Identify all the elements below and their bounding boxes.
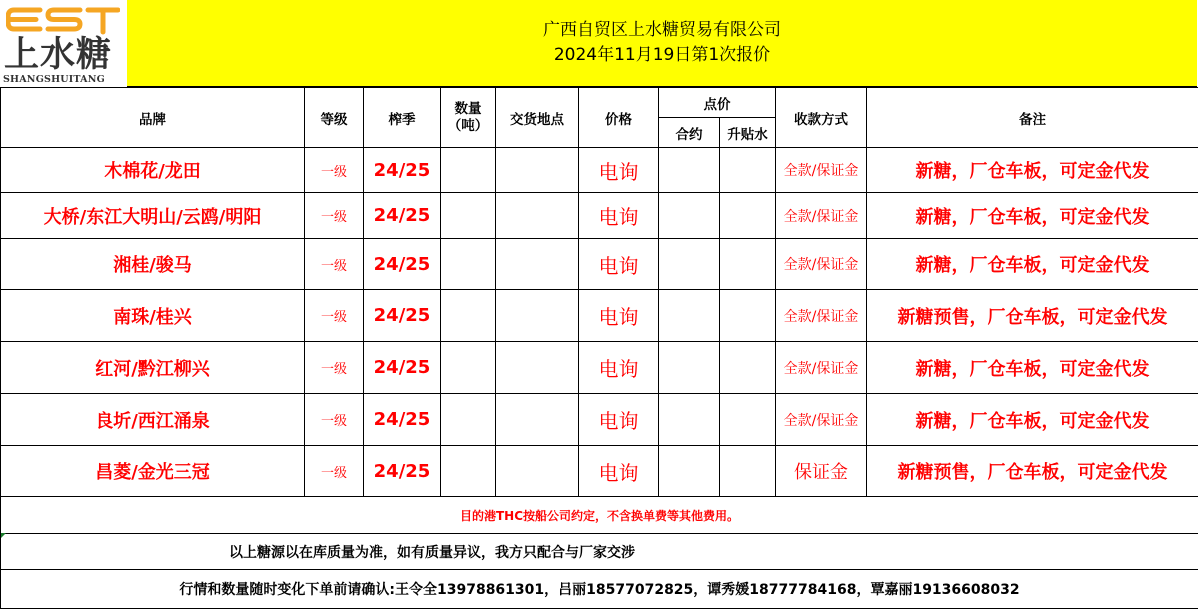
- delivery-cell: [496, 342, 579, 394]
- brand-cell: 南珠/桂兴: [1, 290, 305, 342]
- table-row: [1, 394, 1198, 446]
- contract-cell: [659, 342, 720, 394]
- contact-note: 行情和数量随时变化下单前请确认:王令全13978861301，吕丽18577072825，谭秀媛18777784168，覃嘉丽19136608032: [1, 570, 1198, 609]
- col-premium-header: 升贴水: [720, 118, 776, 148]
- col-season-header: 榨季: [364, 88, 441, 148]
- payment-cell: 全款/保证金: [776, 239, 867, 290]
- premium-cell: [720, 290, 776, 342]
- grade-cell: 一级: [305, 148, 364, 193]
- thc-note: 目的港THC按船公司约定，不含换单费等其他费用。: [1, 497, 1198, 534]
- delivery-cell: [496, 446, 579, 497]
- contract-cell: [659, 193, 720, 239]
- company-logo: [0, 0, 127, 87]
- premium-cell: [720, 446, 776, 497]
- season-cell: 24/25: [364, 290, 441, 342]
- contract-cell: [659, 446, 720, 497]
- col-payment-header: 收款方式: [776, 88, 867, 148]
- qty-cell: [441, 290, 496, 342]
- brand-cell: 良圻/西江涌泉: [1, 394, 305, 446]
- footer-row-quality: [1, 534, 1198, 570]
- grade-cell: 一级: [305, 290, 364, 342]
- col-point-price-header: 点价: [659, 88, 776, 118]
- payment-cell: 全款/保证金: [776, 290, 867, 342]
- table-row: [1, 193, 1198, 239]
- price-cell: 电询: [579, 290, 659, 342]
- table-row: [1, 290, 1198, 342]
- remark-cell: 新糖，厂仓车板，可定金代发: [867, 394, 1198, 446]
- payment-cell: 全款/保证金: [776, 342, 867, 394]
- footer-row-thc: [1, 497, 1198, 534]
- remark-cell: 新糖预售，厂仓车板，可定金代发: [867, 446, 1198, 497]
- premium-cell: [720, 148, 776, 193]
- grade-cell: 一级: [305, 193, 364, 239]
- season-cell: 24/25: [364, 446, 441, 497]
- season-cell: 24/25: [364, 342, 441, 394]
- season-cell: 24/25: [364, 148, 441, 193]
- season-cell: 24/25: [364, 394, 441, 446]
- footer-row-contact: [1, 570, 1198, 609]
- delivery-cell: [496, 148, 579, 193]
- premium-cell: [720, 394, 776, 446]
- col-contract-header: 合约: [659, 118, 720, 148]
- qty-cell: [441, 446, 496, 497]
- remark-cell: 新糖，厂仓车板，可定金代发: [867, 148, 1198, 193]
- col-brand-header: 品牌: [1, 88, 305, 148]
- remark-cell: 新糖预售，厂仓车板，可定金代发: [867, 290, 1198, 342]
- sheet-header: [0, 0, 1197, 87]
- cell-comment-marker-icon: [1, 533, 6, 538]
- price-table: [0, 87, 1198, 609]
- col-grade-header: 等级: [305, 88, 364, 148]
- qty-cell: [441, 239, 496, 290]
- delivery-cell: [496, 239, 579, 290]
- grade-cell: 一级: [305, 446, 364, 497]
- quality-note: 以上糖源以在库质量为准，如有质量异议，我方只配合与厂家交涉: [1, 534, 1198, 570]
- premium-cell: [720, 342, 776, 394]
- contract-cell: [659, 394, 720, 446]
- remark-cell: 新糖，厂仓车板，可定金代发: [867, 342, 1198, 394]
- contract-cell: [659, 290, 720, 342]
- price-cell: 电询: [579, 342, 659, 394]
- premium-cell: [720, 193, 776, 239]
- col-price-header: 价格: [579, 88, 659, 148]
- grade-cell: 一级: [305, 342, 364, 394]
- contract-cell: [659, 148, 720, 193]
- price-cell: 电询: [579, 394, 659, 446]
- company-name: 广西自贸区上水糖贸易有限公司: [543, 20, 781, 40]
- price-cell: 电询: [579, 239, 659, 290]
- qty-cell: [441, 148, 496, 193]
- remark-cell: 新糖，厂仓车板，可定金代发: [867, 239, 1198, 290]
- table-row: [1, 239, 1198, 290]
- grade-cell: 一级: [305, 239, 364, 290]
- payment-cell: 全款/保证金: [776, 148, 867, 193]
- brand-cell: 昌菱/金光三冠: [1, 446, 305, 497]
- table-row: [1, 342, 1198, 394]
- qty-cell: [441, 394, 496, 446]
- payment-cell: 保证金: [776, 446, 867, 497]
- table-row: [1, 148, 1198, 193]
- qty-cell: [441, 342, 496, 394]
- col-delivery-header: 交货地点: [496, 88, 579, 148]
- brand-cell: 木棉花/龙田: [1, 148, 305, 193]
- brand-cell: 湘桂/骏马: [1, 239, 305, 290]
- sheet-title: [127, 18, 1197, 68]
- payment-cell: 全款/保证金: [776, 394, 867, 446]
- qty-cell: [441, 193, 496, 239]
- logo-name-en: SHANGSHUITANG: [3, 74, 105, 85]
- season-cell: 24/25: [364, 193, 441, 239]
- price-cell: 电询: [579, 148, 659, 193]
- delivery-cell: [496, 290, 579, 342]
- quote-date: 2024年11月19日第1次报价: [553, 45, 771, 65]
- delivery-cell: [496, 193, 579, 239]
- season-cell: 24/25: [364, 239, 441, 290]
- table-row: [1, 446, 1198, 497]
- grade-cell: 一级: [305, 394, 364, 446]
- price-cell: 电询: [579, 193, 659, 239]
- premium-cell: [720, 239, 776, 290]
- col-qty-header: 数量（吨）: [441, 88, 496, 148]
- delivery-cell: [496, 394, 579, 446]
- logo-name: 上水糖: [4, 35, 113, 75]
- payment-cell: 全款/保证金: [776, 193, 867, 239]
- col-remark-header: 备注: [867, 88, 1198, 148]
- brand-cell: 红河/黔江柳兴: [1, 342, 305, 394]
- price-cell: 电询: [579, 446, 659, 497]
- remark-cell: 新糖，厂仓车板，可定金代发: [867, 193, 1198, 239]
- est-logo-icon: [6, 2, 120, 36]
- contract-cell: [659, 239, 720, 290]
- brand-cell: 大桥/东江大明山/云鸥/明阳: [1, 193, 305, 239]
- header-row-1: [1, 88, 1198, 118]
